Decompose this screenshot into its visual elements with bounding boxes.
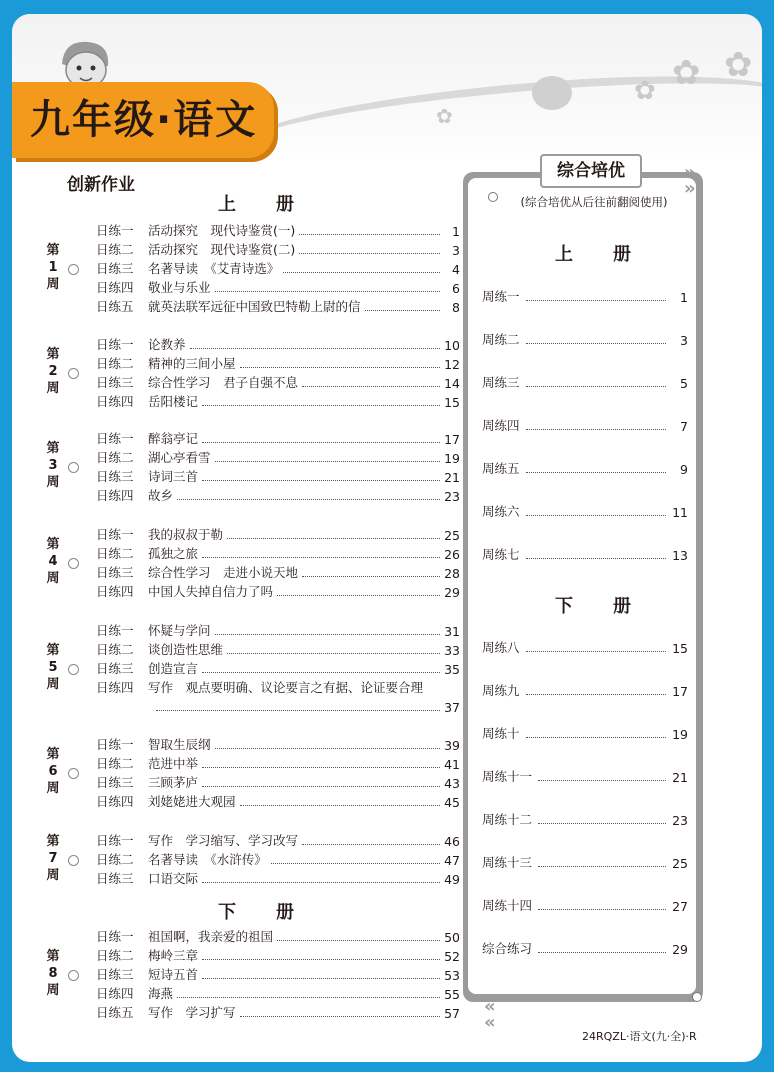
entry-page: 43	[444, 776, 460, 791]
leader-dots	[177, 499, 440, 500]
leader-dots	[526, 515, 666, 516]
leader-dots	[538, 866, 666, 867]
leader-dots	[202, 978, 440, 979]
entry-title: 岳阳楼记	[148, 394, 199, 409]
panel-volume-heading-down: 下册	[555, 596, 671, 617]
toc-entry[interactable]	[96, 639, 460, 658]
leader-dots	[283, 272, 440, 273]
panel-entry[interactable]	[482, 457, 688, 477]
panel-entry-title: 周练六	[482, 504, 520, 519]
entry-page: 1	[452, 224, 460, 239]
panel-entry[interactable]	[482, 679, 688, 699]
entry-title: 敬业与乐业	[148, 280, 211, 295]
entry-page: 17	[444, 432, 460, 447]
toc-entry[interactable]	[96, 581, 460, 600]
leader-dots	[538, 823, 666, 824]
entry-title: 中国人失掉自信力了吗	[148, 584, 274, 599]
week-marker-icon	[68, 558, 79, 569]
week-marker-icon	[68, 855, 79, 866]
leader-dots	[271, 863, 440, 864]
entry-title: 名著导读 《水浒传》	[148, 852, 267, 867]
toc-entry[interactable]	[96, 466, 460, 485]
entry-day: 日练二	[96, 948, 134, 963]
panel-entry-page: 3	[680, 333, 688, 348]
leader-dots	[538, 952, 666, 953]
panel-entry-title: 周练十二	[482, 812, 533, 827]
entry-title: 怀疑与学问	[148, 623, 211, 638]
panel-entry[interactable]	[482, 937, 688, 957]
panel-entry-title: 周练七	[482, 547, 520, 562]
chevron-left-icon: «	[484, 996, 496, 1017]
toc-entry[interactable]	[96, 258, 460, 277]
page-title: 九年级·语文	[30, 97, 258, 143]
entry-title: 活动探究 现代诗鉴赏(二)	[148, 242, 296, 257]
week-marker-icon	[68, 664, 79, 675]
leader-dots	[526, 472, 666, 473]
entry-day: 日练二	[96, 242, 134, 257]
toc-entry[interactable]	[96, 543, 460, 562]
chevron-right-icon: »	[684, 162, 696, 183]
leader-dots	[215, 461, 440, 462]
entry-day: 日练二	[96, 642, 134, 657]
week-marker-icon	[68, 768, 79, 779]
entry-title: 论教养	[148, 337, 186, 352]
entry-page: 49	[444, 872, 460, 887]
toc-entry[interactable]	[96, 620, 460, 639]
chevron-right-icon: »	[684, 178, 696, 199]
panel-entry-title: 周练十三	[482, 855, 533, 870]
entry-day: 日练一	[96, 737, 134, 752]
entry-day: 日练四	[96, 986, 134, 1001]
panel-entry-page: 13	[672, 548, 688, 563]
toc-entry[interactable]	[96, 391, 460, 410]
entry-title: 故乡	[148, 488, 174, 503]
entry-day: 日练一	[96, 431, 134, 446]
leader-dots	[526, 558, 666, 559]
panel-entry-page: 23	[672, 813, 688, 828]
entry-title: 谈创造性思维	[148, 642, 224, 657]
entry-page: 3	[452, 243, 460, 258]
week-label: 第6周	[46, 747, 60, 796]
entry-page: 45	[444, 795, 460, 810]
panel-entry-page: 17	[672, 684, 688, 699]
entry-day: 日练四	[96, 280, 134, 295]
panel-entry-title: 周练十	[482, 726, 520, 741]
section-title: 创新作业	[67, 175, 135, 195]
toc-entry[interactable]	[96, 1002, 460, 1021]
entry-day: 日练一	[96, 833, 134, 848]
entry-title: 醉翁亭记	[148, 431, 199, 446]
panel-entry-page: 27	[672, 899, 688, 914]
entry-page: 21	[444, 470, 460, 485]
entry-title: 三顾茅庐	[148, 775, 199, 790]
entry-title: 写作 学习缩写、学习改写	[148, 833, 299, 848]
entry-title: 短诗五首	[148, 967, 199, 982]
panel-entry-page: 21	[672, 770, 688, 785]
panel-entry-title: 周练十四	[482, 898, 533, 913]
toc-entry[interactable]	[96, 945, 460, 964]
entry-page: 6	[452, 281, 460, 296]
leader-dots	[202, 480, 440, 481]
week-label: 第8周	[46, 948, 60, 998]
entry-day: 日练五	[96, 299, 134, 314]
leader-dots	[202, 882, 440, 883]
flower-icon: ✿	[724, 45, 753, 85]
entry-page: 8	[452, 300, 460, 315]
leader-dots	[302, 844, 440, 845]
panel-entry-title: 周练九	[482, 683, 520, 698]
panel-entry-page: 9	[680, 462, 688, 477]
leader-dots	[526, 300, 666, 301]
panel-entry-title: 综合练习	[482, 941, 533, 956]
toc-entry[interactable]	[96, 734, 460, 753]
entry-day: 日练二	[96, 852, 134, 867]
entry-page: 57	[444, 1006, 460, 1021]
entry-day: 日练一	[96, 929, 134, 944]
leader-dots	[227, 538, 440, 539]
toc-entry[interactable]	[96, 677, 460, 696]
entry-day: 日练一	[96, 623, 134, 638]
panel-entry[interactable]	[482, 765, 688, 785]
title-badge	[12, 82, 274, 158]
panel-entry-page: 1	[680, 290, 688, 305]
panel-entry[interactable]	[482, 722, 688, 742]
entry-title: 写作 观点要明确、议论要言之有据、论证要合理	[148, 680, 424, 695]
panel-entry-title: 周练五	[482, 461, 520, 476]
entry-title: 我的叔叔于勒	[148, 527, 224, 542]
entry-title: 综合性学习 君子自强不息	[148, 375, 299, 390]
entry-page: 52	[444, 949, 460, 964]
panel-entry-title: 周练十一	[482, 769, 533, 784]
entry-day: 日练三	[96, 871, 134, 886]
leader-dots	[240, 805, 440, 806]
week-label: 第5周	[46, 642, 60, 692]
entry-day: 日练三	[96, 469, 134, 484]
toc-entry[interactable]	[96, 791, 460, 810]
leader-dots	[190, 348, 440, 349]
entry-title: 海燕	[148, 986, 174, 1001]
entry-page: 41	[444, 757, 460, 772]
entry-page: 25	[444, 528, 460, 543]
panel-entry[interactable]	[482, 636, 688, 656]
panel-entry-page: 7	[680, 419, 688, 434]
leader-dots	[215, 291, 440, 292]
entry-page: 15	[444, 395, 460, 410]
entry-day: 日练三	[96, 375, 134, 390]
panel-hole-icon	[692, 992, 702, 1002]
leader-dots	[302, 576, 440, 577]
chevron-left-icon: «	[484, 1012, 496, 1033]
leader-dots	[277, 595, 440, 596]
week-label: 第4周	[46, 537, 60, 586]
leader-dots	[177, 997, 440, 998]
entry-day: 日练三	[96, 565, 134, 580]
panel-entry-page: 5	[680, 376, 688, 391]
entry-title: 就英法联军远征中国致巴特勒上尉的信	[148, 299, 361, 314]
entry-page: 23	[444, 489, 460, 504]
panel-entry-title: 周练四	[482, 418, 520, 433]
toc-entry[interactable]	[96, 830, 460, 849]
entry-day: 日练二	[96, 546, 134, 561]
panel-entry-page: 15	[672, 641, 688, 656]
leader-dots	[365, 310, 440, 311]
flower-icon: ✿	[672, 53, 701, 93]
panel-entry-title: 周练二	[482, 332, 520, 347]
entry-title: 梅岭三章	[148, 948, 199, 963]
leader-dots	[302, 386, 440, 387]
entry-title: 祖国啊，我亲爱的祖国	[148, 929, 274, 944]
footer-code: 24RQZL·语文(九·全)·R	[582, 1030, 697, 1043]
toc-entry[interactable]	[96, 772, 460, 791]
entry-title: 创造宣言	[148, 661, 199, 676]
entry-page: 28	[444, 566, 460, 581]
panel-entry[interactable]	[482, 808, 688, 828]
toc-entry[interactable]	[96, 220, 460, 239]
volume-heading-up: 上册	[218, 194, 334, 215]
week-label: 第7周	[46, 833, 60, 883]
leader-dots	[526, 429, 666, 430]
leader-dots	[299, 234, 440, 235]
toc-entry[interactable]	[96, 372, 460, 391]
toc-entry[interactable]	[96, 753, 460, 772]
leader-dots	[526, 343, 666, 344]
panel-entry-page: 11	[672, 505, 688, 520]
panel-volume-heading-up: 上册	[555, 244, 671, 265]
entry-title: 综合性学习 走进小说天地	[148, 565, 299, 580]
panel-entry[interactable]	[482, 285, 688, 305]
leader-dots	[299, 253, 440, 254]
leader-dots	[202, 767, 440, 768]
entry-day: 日练一	[96, 223, 134, 238]
leader-dots	[202, 672, 440, 673]
toc-entry[interactable]	[96, 353, 460, 372]
flower-icon: ✿	[634, 76, 656, 106]
leader-dots	[202, 786, 440, 787]
panel-entry-title: 周练三	[482, 375, 520, 390]
apple-icon	[532, 76, 572, 110]
leader-dots	[526, 651, 666, 652]
entry-page: 31	[444, 624, 460, 639]
leader-dots	[240, 367, 440, 368]
entry-page: 33	[444, 643, 460, 658]
entry-day: 日练五	[96, 1005, 134, 1020]
entry-page: 55	[444, 987, 460, 1002]
entry-title: 湖心亭看雪	[148, 450, 211, 465]
volume-heading-down: 下册	[218, 902, 334, 923]
leader-dots	[526, 694, 666, 695]
toc-entry[interactable]	[96, 428, 460, 447]
toc-entry[interactable]	[96, 868, 460, 887]
entry-day: 日练二	[96, 356, 134, 371]
leader-dots	[202, 442, 440, 443]
entry-title: 范进中举	[148, 756, 199, 771]
toc-entry[interactable]	[96, 983, 460, 1002]
panel-note: (综合培优从后往前翻阅使用)	[520, 195, 668, 209]
entry-day: 日练二	[96, 756, 134, 771]
toc-entry[interactable]	[96, 562, 460, 581]
panel-entry[interactable]	[482, 894, 688, 914]
entry-day: 日练三	[96, 261, 134, 276]
panel-entry[interactable]	[482, 500, 688, 520]
leader-dots	[538, 909, 666, 910]
entry-page: 10	[444, 338, 460, 353]
panel-entry-page: 29	[672, 942, 688, 957]
leader-dots	[227, 653, 440, 654]
entry-page: 26	[444, 547, 460, 562]
panel-entry-title: 周练八	[482, 640, 520, 655]
entry-day: 日练一	[96, 337, 134, 352]
entry-title: 刘姥姥进大观园	[148, 794, 236, 809]
entry-day: 日练一	[96, 527, 134, 542]
toc-entry[interactable]	[96, 334, 460, 353]
week-label: 第3周	[46, 441, 60, 490]
week-marker-icon	[68, 462, 79, 473]
entry-day: 日练四	[96, 394, 134, 409]
entry-title: 诗词三首	[148, 469, 199, 484]
week-marker-icon	[68, 264, 79, 275]
entry-page: 35	[444, 662, 460, 677]
toc-entry[interactable]	[96, 447, 460, 466]
entry-day: 日练四	[96, 680, 134, 695]
flower-icon: ✿	[436, 104, 453, 128]
week-marker-icon	[68, 368, 79, 379]
toc-entry-continuation	[152, 696, 460, 715]
entry-page: 4	[452, 262, 460, 277]
leader-dots	[202, 557, 440, 558]
leader-dots	[240, 1016, 440, 1017]
entry-page: 37	[444, 700, 460, 715]
panel-entry[interactable]	[482, 851, 688, 871]
toc-entry[interactable]	[96, 964, 460, 983]
week-label: 第2周	[46, 347, 60, 396]
week-label: 第1周	[46, 242, 60, 292]
panel-heading: 综合培优	[540, 154, 642, 188]
toc-entry[interactable]	[96, 926, 460, 945]
entry-title: 活动探究 现代诗鉴赏(一)	[148, 223, 296, 238]
entry-day: 日练四	[96, 488, 134, 503]
entry-page: 53	[444, 968, 460, 983]
entry-day: 日练三	[96, 661, 134, 676]
entry-day: 日练四	[96, 584, 134, 599]
panel-entry-title: 周练一	[482, 289, 520, 304]
toc-entry[interactable]	[96, 658, 460, 677]
entry-title: 智取生辰纲	[148, 737, 211, 752]
panel-entry-page: 19	[672, 727, 688, 742]
leader-dots	[538, 780, 666, 781]
entry-day: 日练二	[96, 450, 134, 465]
entry-page: 47	[444, 853, 460, 868]
toc-entry[interactable]	[96, 485, 460, 504]
panel-entry[interactable]	[482, 371, 688, 391]
toc-entry[interactable]	[96, 277, 460, 296]
entry-page: 39	[444, 738, 460, 753]
panel-entry-page: 25	[672, 856, 688, 871]
entry-page: 12	[444, 357, 460, 372]
toc-entry[interactable]	[96, 296, 460, 315]
leader-dots	[526, 737, 666, 738]
leader-dots	[202, 959, 440, 960]
entry-title: 名著导读 《艾青诗选》	[148, 261, 280, 276]
entry-page: 14	[444, 376, 460, 391]
panel-entry[interactable]	[482, 543, 688, 563]
entry-title: 精神的三间小屋	[148, 356, 236, 371]
toc-entry[interactable]	[96, 524, 460, 543]
leader-dots	[526, 386, 666, 387]
leader-dots	[202, 405, 440, 406]
entry-title: 孤独之旅	[148, 546, 199, 561]
entry-title: 口语交际	[148, 871, 199, 886]
toc-entry[interactable]	[96, 239, 460, 258]
entry-page: 50	[444, 930, 460, 945]
leader-dots	[277, 940, 440, 941]
week-marker-icon	[68, 970, 79, 981]
entry-title: 写作 学习扩写	[148, 1005, 236, 1020]
entry-page: 19	[444, 451, 460, 466]
entry-day: 日练四	[96, 794, 134, 809]
leader-dots	[215, 748, 440, 749]
leader-dots	[215, 634, 440, 635]
entry-day: 日练三	[96, 967, 134, 982]
panel-entry[interactable]	[482, 328, 688, 348]
entry-day: 日练三	[96, 775, 134, 790]
leader-dots	[156, 710, 440, 711]
entry-page: 46	[444, 834, 460, 849]
entry-page: 29	[444, 585, 460, 600]
panel-entry[interactable]	[482, 414, 688, 434]
toc-entry[interactable]	[96, 849, 460, 868]
